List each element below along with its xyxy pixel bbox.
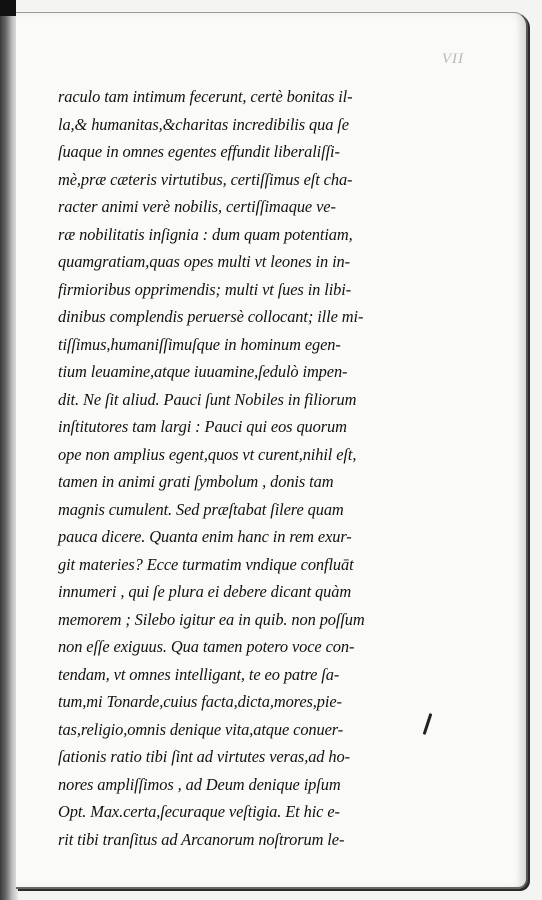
text-line: mè,præ cæteris virtutibus, certiſſimus eſt cha- (58, 169, 353, 189)
text-line: magnis cumulent. Sed præſtabat ſilere quam (58, 499, 344, 519)
text-line: Opt. Max.certa,ſecuraque veſtigia. Et hic e- (58, 802, 340, 821)
text-line: tendam, vt omnes intelligant, te eo patre ſa- (58, 664, 340, 684)
text-line: ſuaque in omnes egentes effundit liberaliſſi- (58, 142, 340, 161)
text-line: ræ nobilitatis inſignia : dum quam potentiam, (58, 224, 353, 244)
text-line: quamgratiam,quas opes multi vt leones in in- (58, 252, 350, 271)
text-line: memorem ; Silebo igitur ea in quib. non poſſum (58, 609, 365, 629)
text-line: nores ampliſſimos , ad Deum denique ipſum (58, 774, 341, 794)
text-line: raculo tam intimum fecerunt, certè bonitas il- (58, 87, 353, 106)
text-line: ope non amplius egent,quos vt curent,nihil eſt, (58, 444, 357, 464)
folio-number: VII (441, 51, 464, 67)
page-edge-shadow (516, 13, 526, 887)
text-line: tamen in animi grati ſymbolum , donis tam (58, 472, 334, 491)
text-line: dit. Ne ſit aliud. Pauci ſunt Nobiles in filiorum (58, 389, 357, 409)
text-line: la,& humanitas,&charitas incredibilis qua ſe (58, 114, 349, 134)
text-line: ſationis ratio tibi ſint ad virtutes veras,ad ho- (58, 747, 350, 766)
text-line: inſtitutores tam largi : Pauci qui eos quorum (58, 417, 347, 436)
text-line: git materies? Ecce turmatim vndique confluāt (58, 554, 354, 574)
page-text-block (58, 83, 438, 853)
text-line: tium leuamine,atque iuuamine,ſedulò impen- (58, 362, 348, 381)
text-line: firmioribus opprimendis; multi vt ſues in libi- (58, 279, 352, 299)
text-line: pauca dicere. Quanta enim hanc in rem exur- (58, 527, 352, 546)
text-line: non eſſe exiguus. Qua tamen potero voce con- (58, 637, 355, 656)
text-line: tiſſimus,humaniſſimuſque in hominum egen- (58, 334, 341, 354)
text-line: racter animi verè nobilis, certiſſimaque ve- (58, 197, 336, 216)
book-page (16, 12, 528, 889)
text-line: tas,religio,omnis denique vita,atque conuer- (58, 719, 344, 739)
scan-corner-mark (0, 0, 16, 16)
text-line: tum,mi Tonarde,cuius facta,dicta,mores,pie- (58, 692, 342, 711)
text-line: rit tibi tranſitus ad Arcanorum noſtrorum le- (58, 829, 345, 849)
text-line: innumeri , qui ſe plura ei debere dicant quàm (58, 582, 352, 601)
text-line: dinibus complendis peruersè collocant; ille mi- (58, 307, 364, 326)
